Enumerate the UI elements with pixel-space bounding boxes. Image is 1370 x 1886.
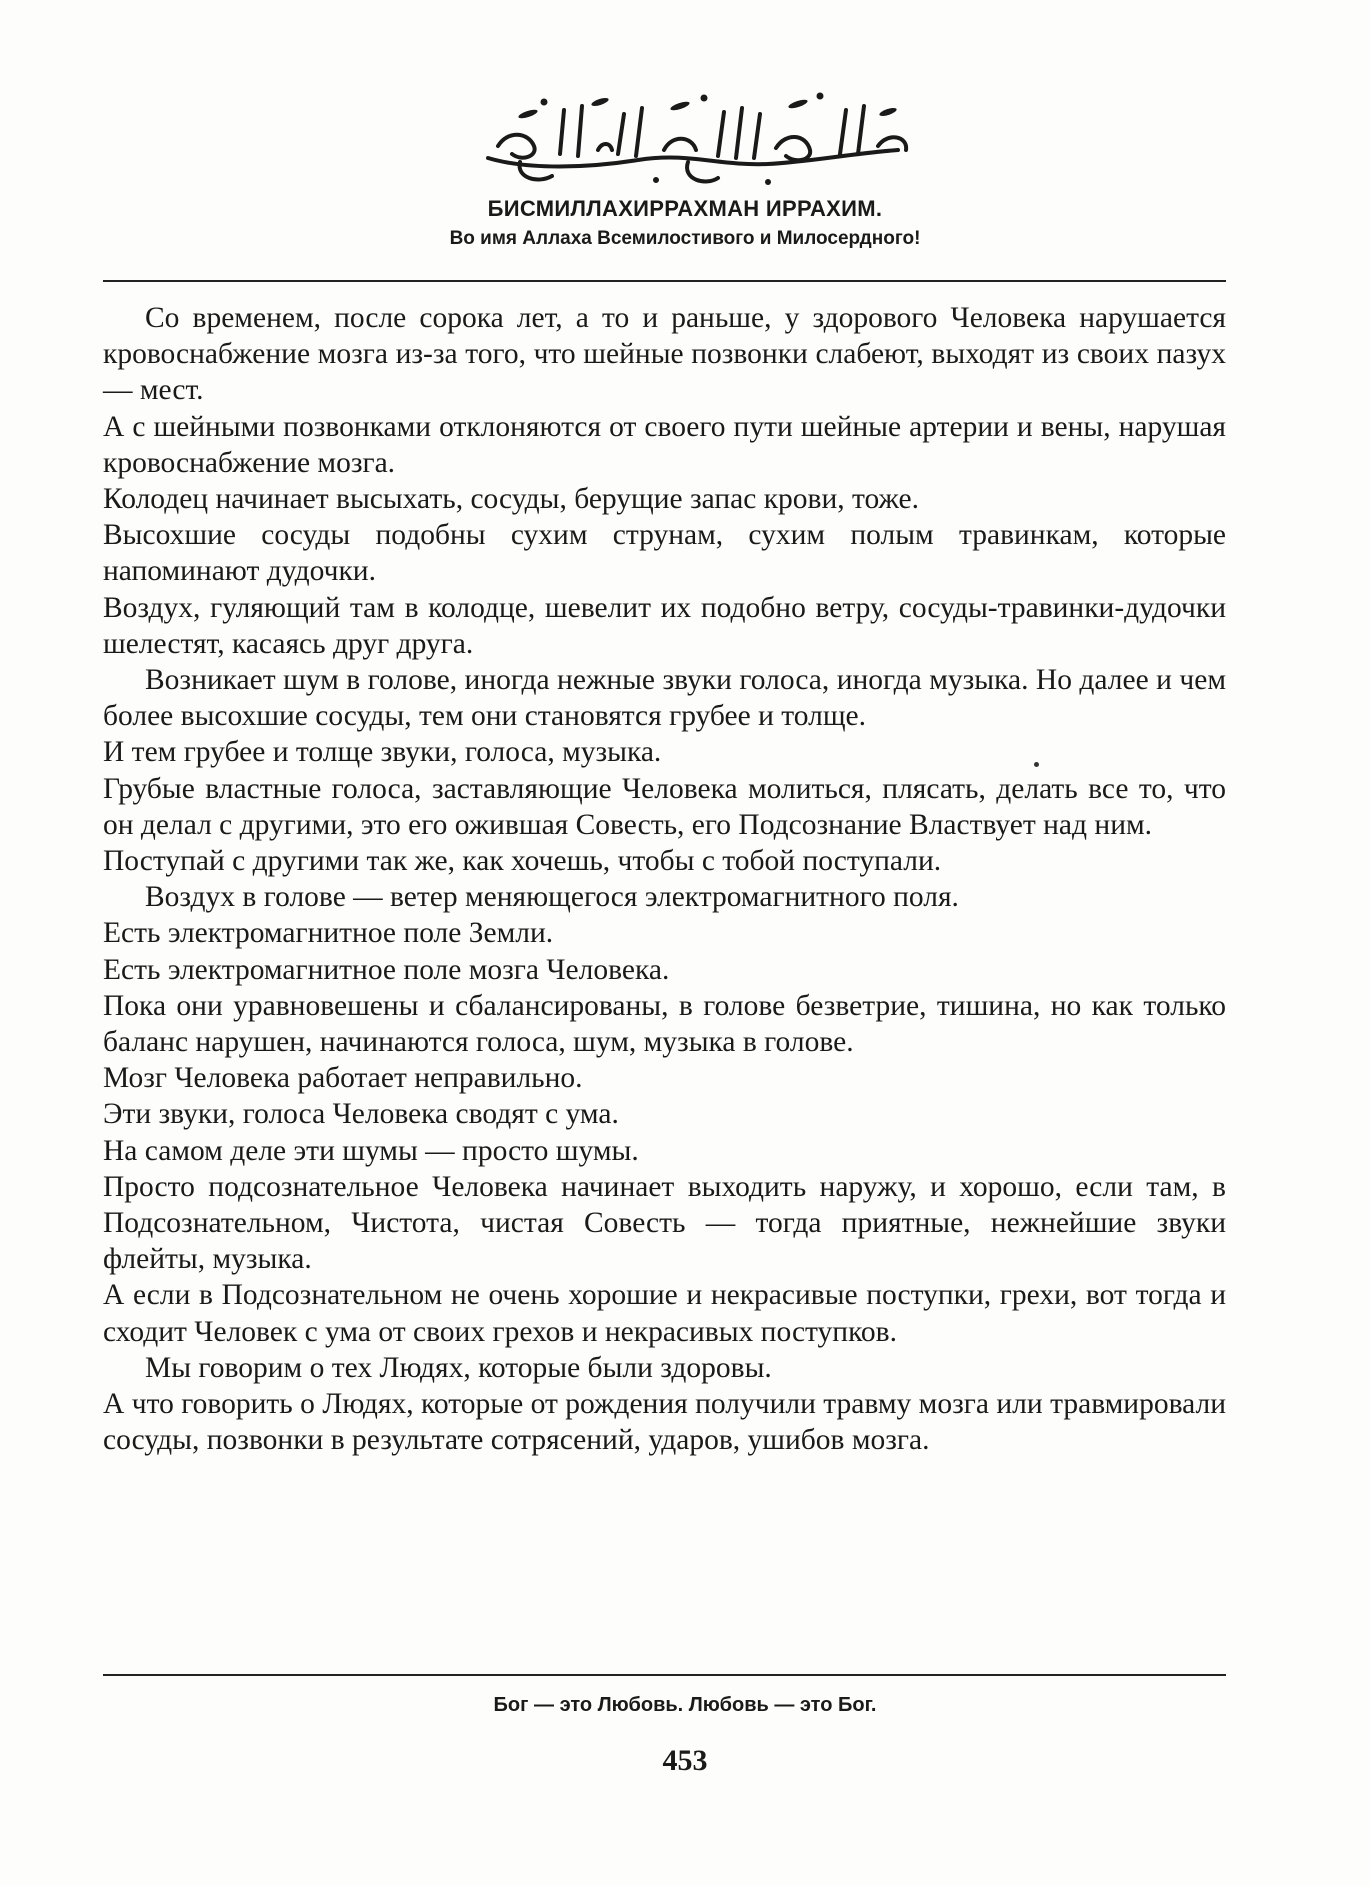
body-paragraph: А что говорить о Людях, которые от рождения получили травму мозга или травмировали сосуды, позвонки в результате сотрясений, ударов, ушибов мозга. <box>103 1388 1226 1457</box>
footer-motto: Бог — это Любовь. Любовь — это Бог. <box>493 1694 877 1716</box>
body-paragraph: Есть электромагнитное поле мозга Человека. <box>103 953 670 986</box>
body-paragraph: Воздух, гуляющий там в колодце, шевелит их подобно ветру, сосуды-травинки-дудочки шелестят, касаясь друг друга. <box>103 591 1226 660</box>
body-paragraph: Возникает шум в голове, иногда нежные звуки голоса, иногда музыка. Но далее и чем более высохшие сосуды, тем они становятся грубее и толще. <box>103 664 1226 733</box>
basmala-calligraphy <box>468 84 922 192</box>
body-paragraph: Просто подсознательное Человека начинает выходить наружу, и хорошо, если там, в Подсознательном, Чистота, чистая Совесть — тогда приятные, нежнейшие звуки флейты, музыка. <box>103 1170 1226 1276</box>
body-paragraph: Пока они уравновешены и сбалансированы, в голове безветрие, тишина, но как только баланс нарушен, начинаются голоса, шум, музыка в голове. <box>103 989 1226 1059</box>
body-paragraph: Со временем, после сорока лет, а то и раньше, у здорового Человека нарушается кровоснабжение мозга из-за того, что шейные позвонки слабеют, выходят из своих пазух — мест. <box>103 302 1226 407</box>
footer-divider <box>103 1674 1226 1676</box>
body-paragraph: Есть электромагнитное поле Земли. <box>103 917 554 950</box>
body-paragraph: А если в Подсознательном не очень хорошие и некрасивые поступки, грехи, вот тогда и сходит Человек с ума от своих грехов и некрасивых поступков. <box>103 1279 1226 1348</box>
body-paragraph: Высохшие сосуды подобны сухим струнам, сухим полым травинкам, которые напоминают дудочки. <box>103 519 1226 588</box>
page-number: 453 <box>662 1744 708 1777</box>
body-paragraph: Эти звуки, голоса Человека сводят с ума. <box>103 1098 619 1131</box>
body-paragraph: Грубые властные голоса, заставляющие Человека молиться, плясать, делать все то, что он делал с другими, это его ожившая Совесть, его Подсознание Властвует над ним. <box>103 772 1226 841</box>
body-text <box>103 300 1226 1459</box>
body-paragraph: Мы говорим о тех Людях, которые были здоровы. <box>145 1351 772 1384</box>
body-paragraph: Воздух в голове — ветер меняющегося электромагнитного поля. <box>145 881 959 914</box>
body-paragraph: А с шейными позвонками отклоняются от своего пути шейные артерии и вены, нарушая кровоснабжение мозга. <box>103 410 1226 479</box>
body-paragraph: Поступай с другими так же, как хочешь, чтобы с тобой поступали. <box>103 845 942 878</box>
page-header-subtitle: Во имя Аллаха Всемилостивого и Милосердного! <box>449 228 921 249</box>
header-divider <box>103 280 1226 282</box>
body-paragraph: И тем грубее и толще звуки, голоса, музыка. <box>103 736 662 769</box>
page-header-title: БИСМИЛЛАХИРРАХМАН ИРРАХИМ. <box>487 196 883 221</box>
print-speck <box>1034 762 1039 767</box>
body-paragraph: Мозг Человека работает неправильно. <box>103 1062 583 1095</box>
body-paragraph: Колодец начинает высыхать, сосуды, берущие запас крови, тоже. <box>103 483 920 516</box>
body-paragraph: На самом деле эти шумы — просто шумы. <box>103 1134 639 1167</box>
